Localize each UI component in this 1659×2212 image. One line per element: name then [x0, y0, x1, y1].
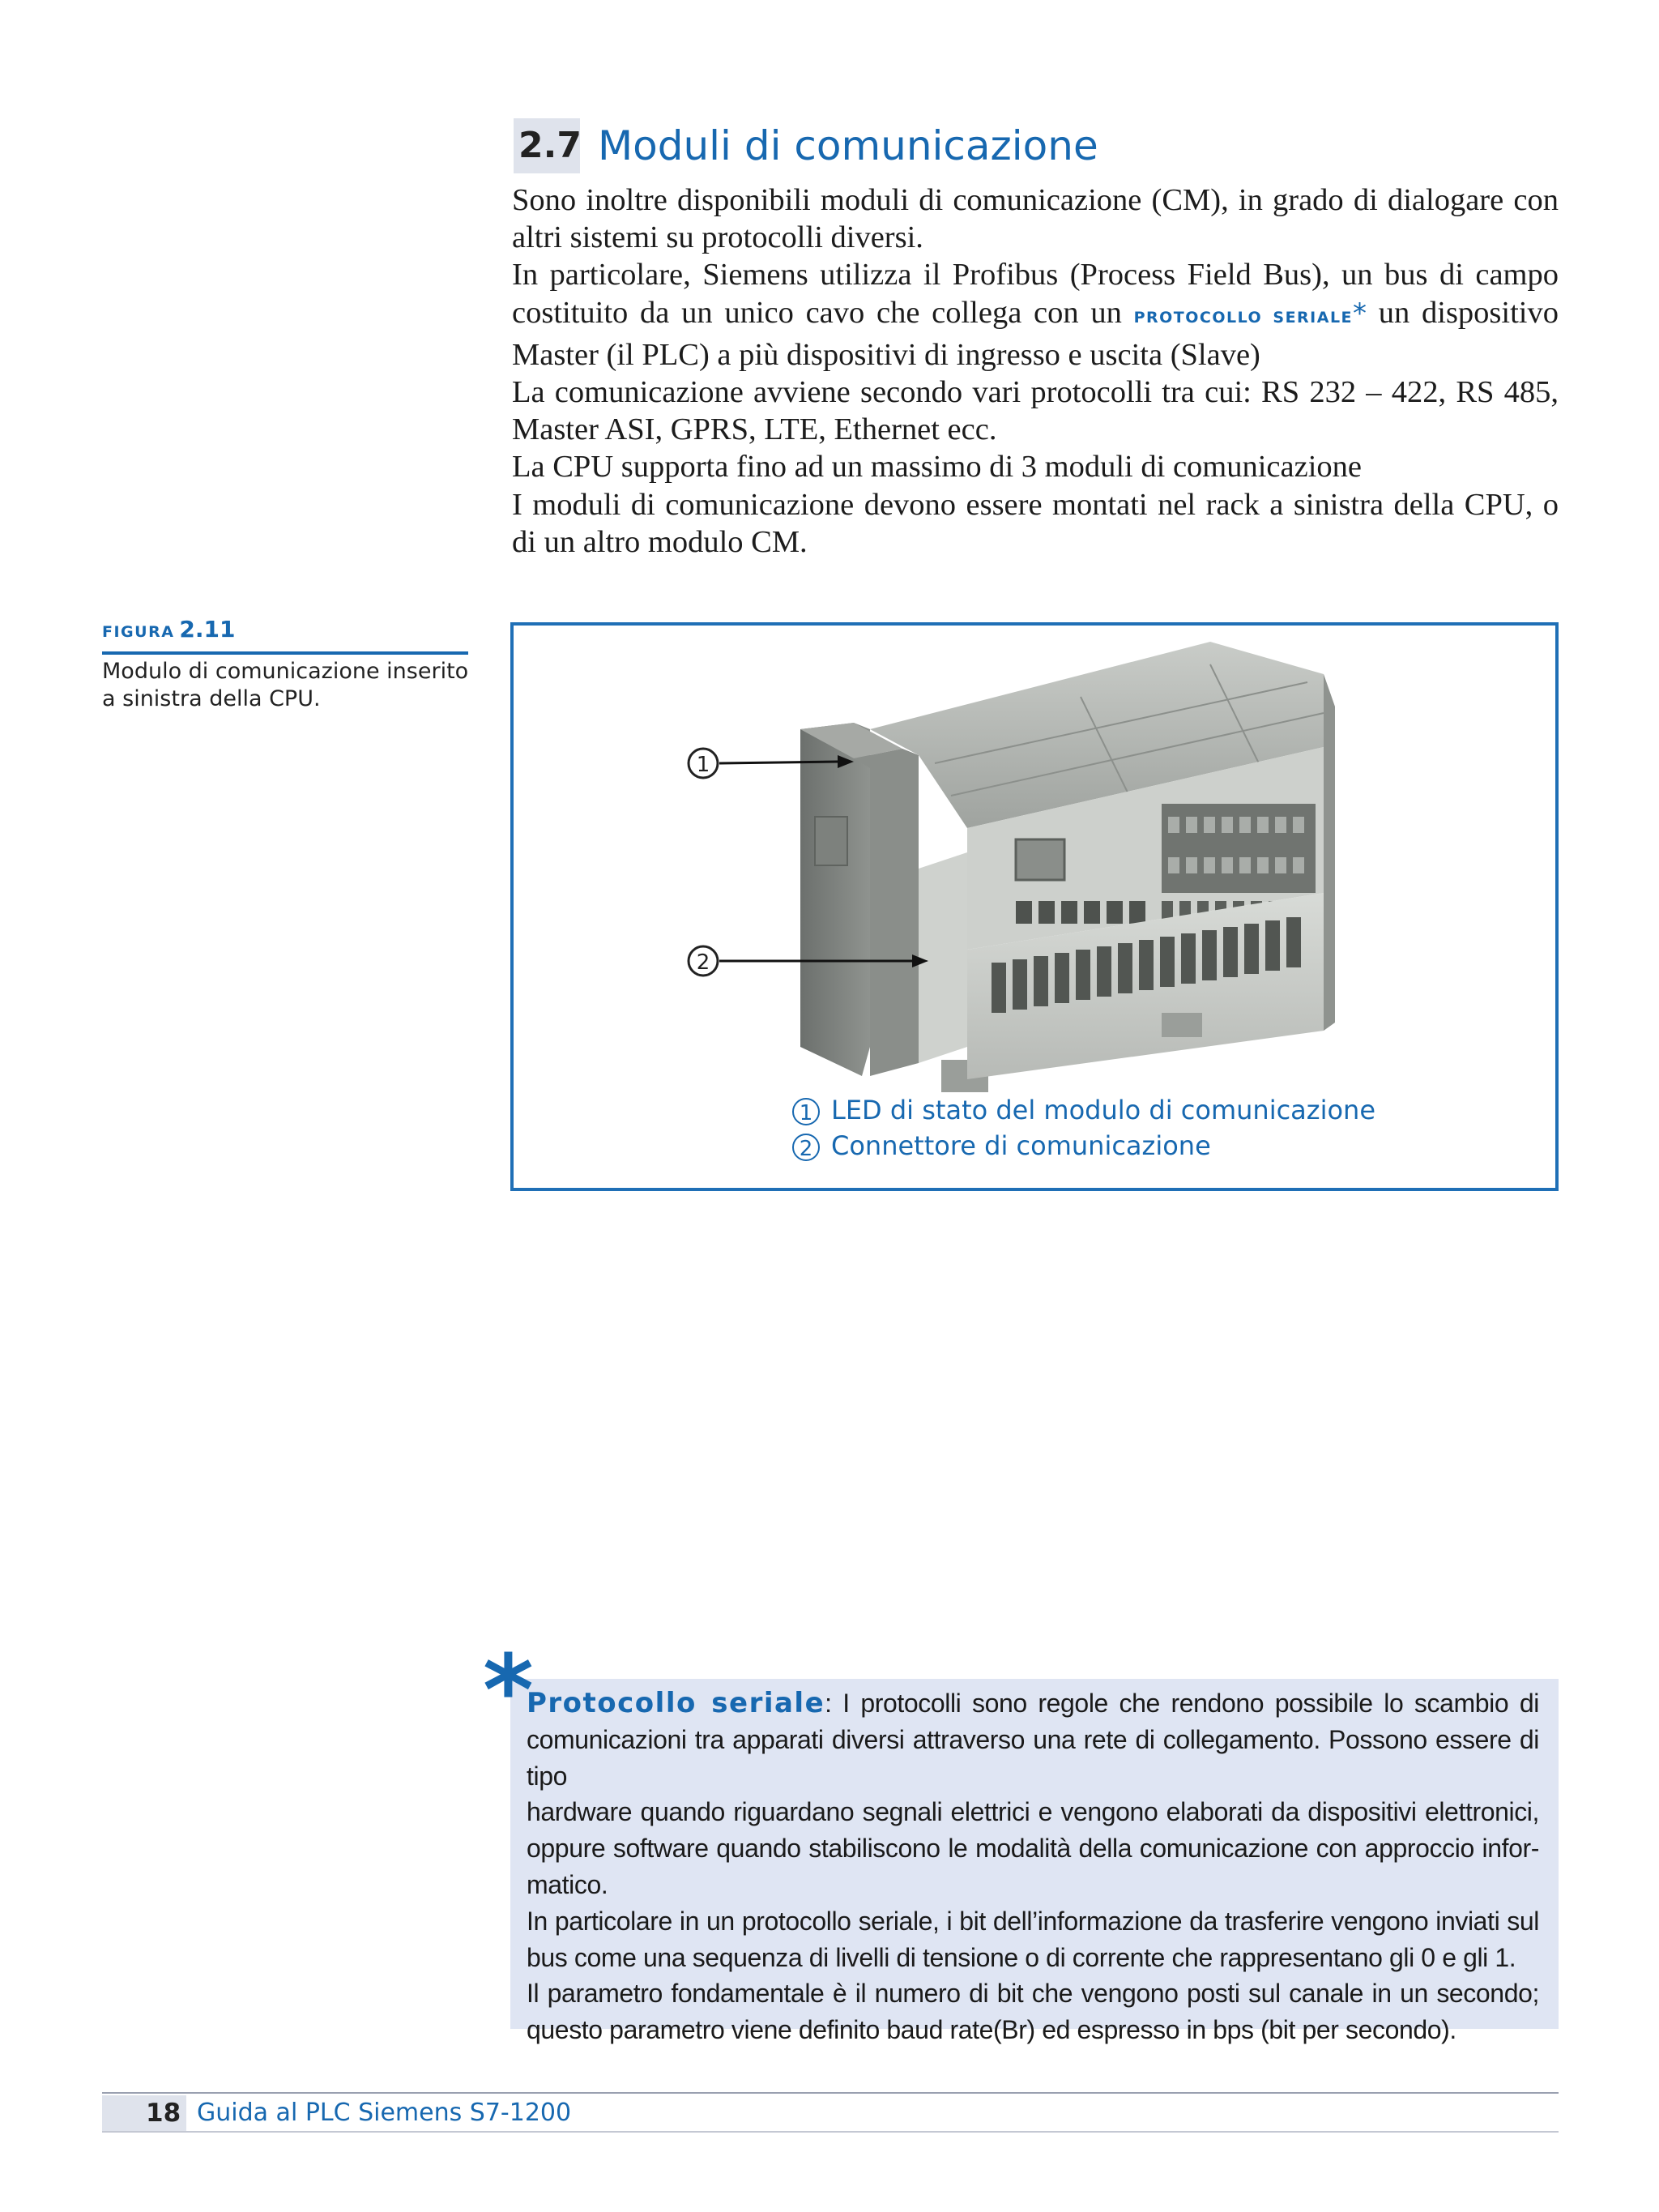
footer-rule-bottom [102, 2131, 1559, 2133]
figure-caption-line: a sinistra della CPU. [102, 686, 321, 711]
body-line: di un altro modulo CM. [512, 524, 808, 559]
figure-box [510, 622, 1559, 1191]
definition-line [527, 1685, 1539, 1722]
glossary-term-link[interactable]: PROTOCOLLO SERIALE [1133, 308, 1354, 327]
body-line: Sono inoltre disponibili moduli di comunicazione (CM), in grado di dialogare con [512, 183, 1559, 217]
legend-text-2: Connettore di comunicazione [831, 1130, 1211, 1161]
definition-text [527, 1685, 1539, 2048]
legend-text-1: LED di stato del modulo di comunicazione [831, 1095, 1376, 1125]
definition-colon: : [825, 1689, 832, 1718]
figure-label-word: FIGURA [102, 623, 175, 641]
body-line: altri sistemi su protocolli diversi. [512, 220, 923, 255]
callout-2-number: 2 [696, 950, 710, 975]
callout-1-number: 1 [696, 753, 710, 777]
page-number: 18 [146, 2099, 181, 2128]
legend-number-2: 2 [792, 1134, 820, 1161]
definition-line: In particolare in un protocollo seriale, i bit dell’informazione da trasferire vengono inviati sul [527, 1906, 1539, 1936]
asterisk-marker: * [1353, 297, 1367, 330]
body-line: La comunicazione avviene secondo vari protocolli tra cui: RS 232 – 422, RS 485, [512, 375, 1559, 410]
body-line: Master ASI, GPRS, LTE, Ethernet ecc. [512, 412, 997, 447]
definition-line: bus come una sequenza di livelli di tensione o di corrente che rappresentano gli 0 e gli 1. [527, 1942, 1516, 1972]
figure-number: 2.11 [179, 616, 236, 643]
legend-number-1: 1 [792, 1098, 820, 1125]
legend-item-2 [792, 1128, 1211, 1164]
footer-rule [102, 2092, 1559, 2094]
figure-label [102, 616, 236, 643]
body-line-with-term [512, 294, 1559, 336]
section-title: Moduli di comunicazione [598, 122, 1098, 169]
body-line: In particolare, Siemens utilizza il Profibus (Process Field Bus), un bus di campo [512, 258, 1559, 293]
section-number: 2.7 [514, 118, 580, 173]
body-line: La CPU supporta fino ad un massimo di 3 moduli di comunicazione [512, 450, 1362, 485]
definition-line: questo parametro viene definito baud rate(Br) ed espresso in bps (bit per secondo). [527, 2015, 1456, 2045]
definition-line: Il parametro fondamentale è il numero di bit che vengono posti sul canale in un secondo; [527, 1979, 1539, 2009]
definition-fragment: I protocolli sono regole che rendono possibile lo scambio di [831, 1689, 1539, 1718]
legend-item-1 [792, 1092, 1375, 1128]
body-line: Master (il PLC) a più dispositivi di ingresso e uscita (Slave) [512, 337, 1260, 372]
figure-caption-line: Modulo di comunicazione inserito [102, 659, 469, 684]
definition-asterisk-icon: * [483, 1635, 534, 1748]
figure-caption [102, 658, 475, 713]
definition-line: oppure software quando stabiliscono le modalità della comunicazione con approccio infor- [527, 1834, 1539, 1864]
body-text-fragment: un dispositivo [1367, 295, 1559, 330]
body-line: I moduli di comunicazione devono essere montati nel rack a sinistra della CPU, o [512, 487, 1559, 522]
body-text [512, 181, 1559, 561]
definition-line: hardware quando riguardano segnali elettrici e vengono elaborati da dispositivi elettronici, [527, 1797, 1539, 1827]
body-text-fragment: costituito da un unico cavo che collega con un [512, 295, 1134, 330]
definition-line: comunicazioni tra apparati diversi attraverso una rete di collegamento. Possono essere di tipo [527, 1724, 1539, 1791]
running-footer-title: Guida al PLC Siemens S7-1200 [197, 2099, 572, 2127]
figure-caption-rule [102, 651, 468, 655]
definition-term: Protocollo seriale [527, 1687, 825, 1719]
definition-line: matico. [527, 1869, 608, 1899]
